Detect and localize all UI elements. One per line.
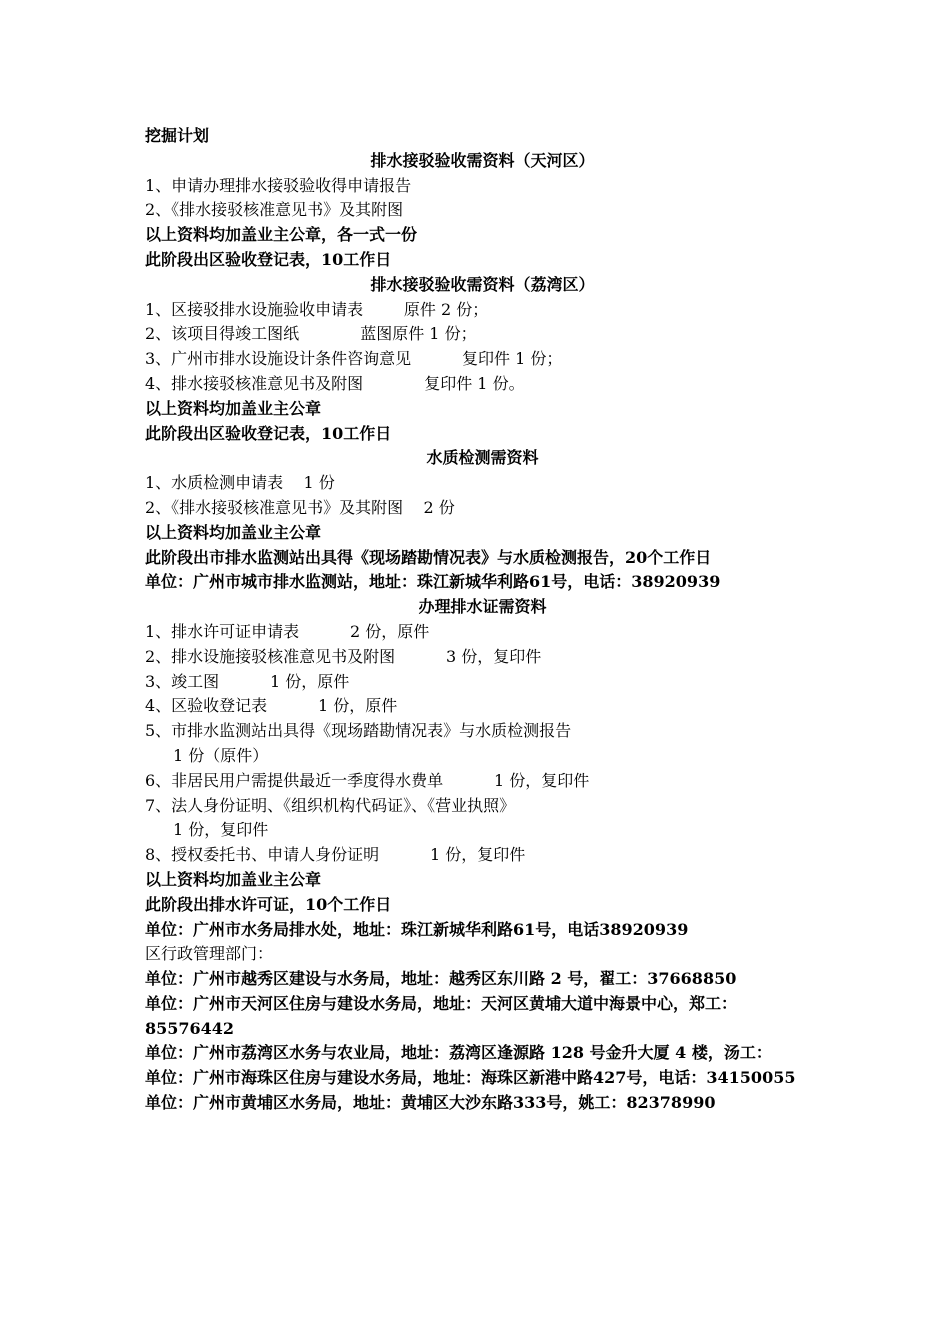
seal-note: 以上资料均加盖业主公章 [145,869,322,889]
list-item: 2、《排水接驳核准意见书》及其附图 [145,200,404,220]
list-item: 5、市排水监测站出具得《现场踏勘情况表》与水质检测报告 [145,721,572,741]
stage-note: 此阶段出区验收登记表，10工作日 [145,249,392,269]
list-item: 2、排水设施接驳核准意见书及附图 3 份，复印件 [145,646,542,666]
district-unit-haizhu: 单位：广州市海珠区住房与建设水务局，地址：海珠区新港中路427号，电话：34150055 [145,1068,796,1088]
section-heading-permit: 办理排水证需资料 [418,597,547,617]
list-item: 1、申请办理排水接驳验收得申请报告 [145,175,412,195]
district-unit-liwan: 单位：广州市荔湾区水务与农业局，地址：荔湾区逢源路 128 号金升大厦 4 楼，汤工： [145,1043,772,1063]
list-item: 2、该项目得竣工图纸 蓝图原件 1 份； [145,324,477,344]
district-unit-yuexiu: 单位：广州市越秀区建设与水务局，地址：越秀区东川路 2 号，翟工：37668850 [145,969,737,989]
unit-info: 单位：广州市水务局排水处，地址：珠江新城华利路61号，电话38920939 [145,919,689,939]
list-item: 2、《排水接驳核准意见书》及其附图 2 份 [145,497,455,517]
stage-note: 此阶段出排水许可证，10个工作日 [145,894,392,914]
document-page [145,124,820,1116]
list-item: 4、排水接驳核准意见书及附图 复印件 1 份。 [145,373,525,393]
district-unit-huangpu: 单位：广州市黄埔区水务局，地址：黄埔区大沙东路333号，姚工：82378990 [145,1093,716,1113]
list-item: 7、法人身份证明、《组织机构代码证》、《营业执照》 [145,795,516,815]
list-item: 3、广州市排水设施设计条件咨询意见 复印件 1 份； [145,349,563,369]
seal-note: 以上资料均加盖业主公章 [145,398,322,418]
stage-note: 此阶段出区验收登记表，10工作日 [145,423,392,443]
list-item-continuation: 1 份（原件） [173,745,269,765]
list-item: 1、排水许可证申请表 2 份，原件 [145,621,430,641]
section-heading-tianhe: 排水接驳验收需资料（天河区） [370,150,595,170]
seal-note: 以上资料均加盖业主公章 [145,522,322,542]
list-item: 1、水质检测申请表 1 份 [145,473,335,493]
unit-info: 单位：广州市城市排水监测站，地址：珠江新城华利路61号，电话：38920939 [145,572,721,592]
list-item: 4、区验收登记表 1 份，原件 [145,696,398,716]
document-title: 挖掘计划 [145,126,210,145]
section-heading-liwan: 排水接驳验收需资料（荔湾区） [370,274,595,294]
section-heading-water-quality: 水质检测需资料 [426,448,539,468]
list-item: 1、区接驳排水设施验收申请表 原件 2 份； [145,299,489,319]
stage-note: 此阶段出市排水监测站出具得《现场踏勘情况表》与水质检测报告，20个工作日 [145,547,712,567]
list-item: 8、授权委托书、申请人身份证明 1 份，复印件 [145,845,526,865]
list-item: 3、竣工图 1 份，原件 [145,671,350,691]
list-item-continuation: 1 份，复印件 [173,820,269,840]
district-unit-tianhe: 单位：广州市天河区住房与建设水务局，地址：天河区黄埔大道中海景中心，郑工：85576442 [145,993,738,1038]
district-label: 区行政管理部门： [145,944,274,964]
seal-note: 以上资料均加盖业主公章，各一式一份 [145,225,418,245]
list-item: 6、非居民用户需提供最近一季度得水费单 1 份，复印件 [145,770,590,790]
